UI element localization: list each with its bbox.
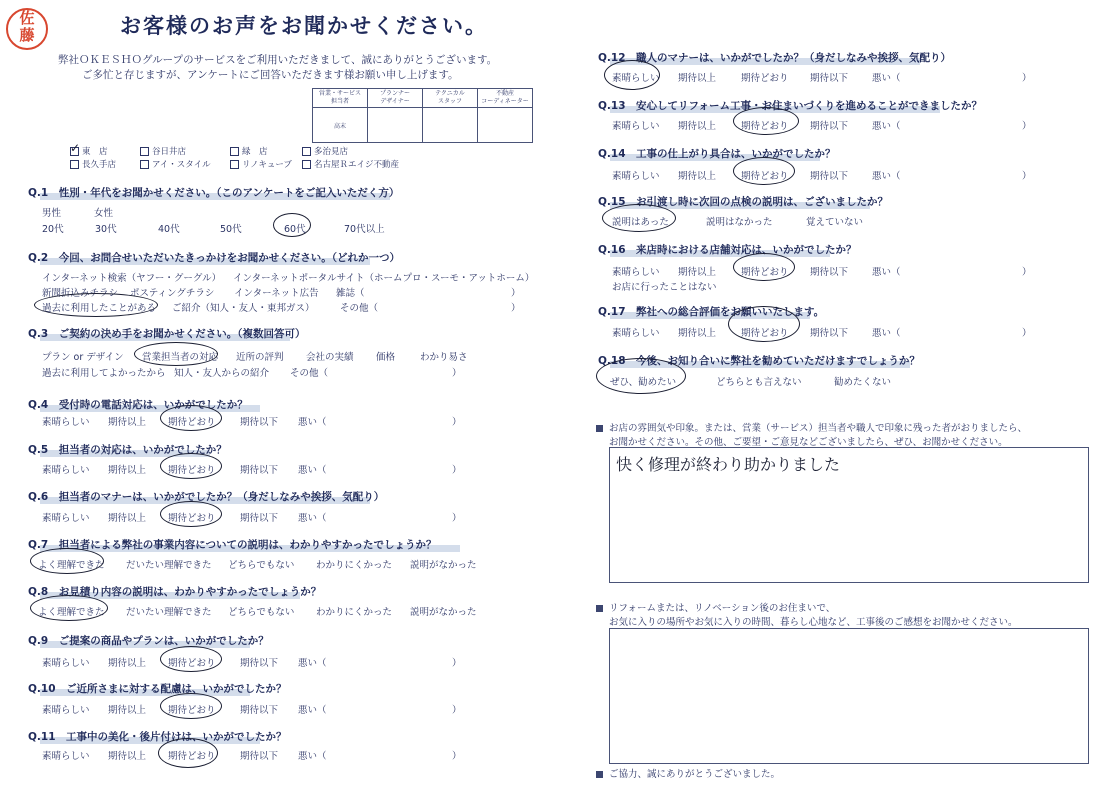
bracket-close: ） xyxy=(452,465,462,476)
staff-header: プランナー デザイナー xyxy=(368,89,423,108)
q16-title: Q.16 来店時における店舗対応は、いかがでしたか？ xyxy=(598,244,857,256)
answer-circle xyxy=(160,405,222,431)
q7-opt-neutral[interactable]: どちらでもない xyxy=(228,560,295,571)
q13-opt-above[interactable]: 期待以上 xyxy=(678,121,717,132)
q16-opt-above[interactable]: 期待以上 xyxy=(678,267,717,278)
q14-opt-excellent[interactable]: 素晴らしい xyxy=(612,171,660,182)
store-tajimi[interactable]: 多治見店 xyxy=(302,145,348,157)
comment2-textarea[interactable] xyxy=(609,628,1089,764)
staff-entry-realestate[interactable] xyxy=(478,108,533,143)
q9-opt-bad[interactable]: 悪い（ xyxy=(298,658,327,669)
q8-opt-neutral[interactable]: どちらでもない xyxy=(228,607,295,618)
comment1-answer: 快く修理が終わり助かりました xyxy=(616,455,841,474)
q5-opt-bad[interactable]: 悪い（ xyxy=(298,465,327,476)
answer-circle xyxy=(30,595,108,621)
answer-circle xyxy=(30,548,104,574)
q2-opt-posting[interactable]: ポスティングチラシ xyxy=(130,288,215,299)
q7-opt-well[interactable]: よく理解できた xyxy=(38,560,105,571)
q3-opt-track-record[interactable]: 会社の実績 xyxy=(306,352,354,363)
q1-age-50s[interactable]: 50代 xyxy=(220,224,242,235)
q13-opt-expected[interactable]: 期待どおり xyxy=(741,121,789,132)
q10-opt-above[interactable]: 期待以上 xyxy=(108,705,147,716)
bracket-close: ） xyxy=(452,368,462,379)
q1-gender-male[interactable]: 男性 xyxy=(42,208,62,219)
q17-opt-excellent[interactable]: 素晴らしい xyxy=(612,328,660,339)
q10-opt-excellent[interactable]: 素晴らしい xyxy=(42,705,90,716)
q7-opt-unclear[interactable]: わかりにくかった xyxy=(316,560,393,571)
q1-age-20s[interactable]: 20代 xyxy=(42,224,64,235)
comment1-textarea[interactable] xyxy=(609,447,1089,583)
q8-opt-unclear[interactable]: わかりにくかった xyxy=(316,607,393,618)
q18-opt-neutral[interactable]: どちらとも言えない xyxy=(716,377,802,388)
store-midori[interactable]: 緑 店 xyxy=(230,145,268,157)
q11-opt-below[interactable]: 期待以下 xyxy=(240,751,279,762)
q3-opt-clarity[interactable]: わかり易さ xyxy=(420,352,468,363)
bracket-close: ） xyxy=(1022,171,1032,182)
comment1-prompt-line-2: お聞かせください。その他、ご要望・ご意見などございましたら、ぜひ、お聞かせください。 xyxy=(609,437,1008,448)
store-tanihi[interactable]: 谷日井店 xyxy=(140,145,186,157)
page-title: お客様のお声をお聞かせください。 xyxy=(120,14,488,38)
store-renocube[interactable]: リノキューブ xyxy=(230,158,292,170)
q16-opt-expected[interactable]: 期待どおり xyxy=(741,267,789,278)
answer-circle xyxy=(158,738,218,768)
q1-age-70plus[interactable]: 70代以上 xyxy=(344,224,385,235)
q12-opt-excellent[interactable]: 素晴らしい xyxy=(612,73,660,84)
q13-opt-below[interactable]: 期待以下 xyxy=(810,121,849,132)
staff-header: テクニカル スタッフ xyxy=(423,89,478,108)
stamp-seal: 佐 藤 xyxy=(6,8,48,50)
bracket-close: ） xyxy=(511,303,521,314)
answer-circle xyxy=(160,646,222,672)
staff-header: 営業・サービス 担当者 xyxy=(313,89,368,108)
bracket-close: ） xyxy=(1022,73,1032,84)
q2-opt-referral[interactable]: ご紹介（知人・友人・東邦ガス） xyxy=(172,303,315,314)
staff-entry-planner[interactable] xyxy=(368,108,423,143)
staff-entry-sales[interactable]: 高末 xyxy=(313,108,368,143)
q5-opt-above[interactable]: 期待以上 xyxy=(108,465,147,476)
q11-opt-above[interactable]: 期待以上 xyxy=(108,751,147,762)
q2-opt-flyer[interactable]: 新聞折込みチラシ xyxy=(42,288,119,299)
q3-opt-sales-staff[interactable]: 営業担当者の対応 xyxy=(142,352,219,363)
store-east[interactable]: 東 店 xyxy=(70,145,108,157)
q7-opt-none[interactable]: 説明がなかった xyxy=(410,560,477,571)
q2-title: Q.2 今回、お問合せいただいたきっかけをお聞かせください。（どれか一つ） xyxy=(28,252,400,264)
q13-opt-excellent[interactable]: 素晴らしい xyxy=(612,121,660,132)
q12-opt-expected[interactable]: 期待どおり xyxy=(741,73,789,84)
footer-thanks: ご協力、誠にありがとうございました。 xyxy=(596,766,780,780)
q6-title: Q.6 担当者のマナーは、いかがでしたか？（身だしなみや挨拶、気配り） xyxy=(28,491,385,503)
q13-opt-bad[interactable]: 悪い（ xyxy=(872,121,901,132)
q10-title: Q.10 ご近所さまに対する配慮は、いかがでしたか？ xyxy=(28,683,287,695)
answer-circle xyxy=(728,306,800,342)
bracket-close: ） xyxy=(1022,267,1032,278)
bracket-close: ） xyxy=(511,288,521,299)
q3-opt-price[interactable]: 価格 xyxy=(376,352,396,363)
bracket-close: ） xyxy=(1022,121,1032,132)
check-mark-icon: ✓ xyxy=(70,141,81,155)
q11-opt-expected[interactable]: 期待どおり xyxy=(168,751,216,762)
q1-gender-female[interactable]: 女性 xyxy=(94,208,114,219)
q14-opt-expected[interactable]: 期待どおり xyxy=(741,171,789,182)
q13-title: Q.13 安心してリフォーム工事・お住まいづくりを進めることができましたか？ xyxy=(598,100,983,112)
q18-title: Q.18 今後、お知り合いに弊社を勧めていただけますでしょうか？ xyxy=(598,355,920,367)
q4-opt-below[interactable]: 期待以下 xyxy=(240,417,279,428)
q4-opt-excellent[interactable]: 素晴らしい xyxy=(42,417,90,428)
store-nagoya-rage[interactable]: 名古屋Ｒエイジ不動産 xyxy=(302,158,399,170)
store-istyle[interactable]: アイ・スタイル xyxy=(140,158,211,170)
answer-circle xyxy=(273,213,311,237)
q4-opt-expected[interactable]: 期待どおり xyxy=(168,417,216,428)
bracket-close: ） xyxy=(452,705,462,716)
bracket-close: ） xyxy=(1022,328,1032,339)
q2-opt-portal[interactable]: インターネットポータルサイト（ホームプロ・スーモ・アットホーム） xyxy=(233,273,535,284)
q5-opt-excellent[interactable]: 素晴らしい xyxy=(42,465,90,476)
answer-circle xyxy=(604,60,660,90)
answer-circle xyxy=(596,358,686,394)
q14-opt-bad[interactable]: 悪い（ xyxy=(872,171,901,182)
q18-opt-recommend[interactable]: ぜひ、勧めたい xyxy=(610,377,677,388)
q2-opt-web-ad[interactable]: インターネット広告 xyxy=(234,288,319,299)
q3-opt-other[interactable]: その他（ xyxy=(290,368,329,379)
q6-opt-excellent[interactable]: 素晴らしい xyxy=(42,513,90,524)
q4-title: Q.4 受付時の電話対応は、いかがでしたか？ xyxy=(28,399,248,411)
store-nagakute[interactable]: 長久手店 xyxy=(70,158,116,170)
staff-entry-technical[interactable] xyxy=(423,108,478,143)
q11-opt-excellent[interactable]: 素晴らしい xyxy=(42,751,90,762)
q16-opt-excellent[interactable]: 素晴らしい xyxy=(612,267,660,278)
bracket-close: ） xyxy=(452,751,462,762)
q9-opt-below[interactable]: 期待以下 xyxy=(240,658,279,669)
q10-opt-expected[interactable]: 期待どおり xyxy=(168,705,216,716)
q16-opt-never-visited[interactable]: お店に行ったことはない xyxy=(612,282,717,293)
answer-circle xyxy=(34,293,158,317)
bullet-square-icon xyxy=(596,425,603,432)
q3-opt-referral[interactable]: 知人・友人からの紹介 xyxy=(174,368,270,379)
answer-circle xyxy=(160,453,222,479)
q2-opt-other[interactable]: その他（ xyxy=(340,303,379,314)
q4-opt-above[interactable]: 期待以上 xyxy=(108,417,147,428)
comment1-prompt-line-1: お店の雰囲気や印象。または、営業（サービス）担当者や職人で印象に残った者がおりましたら、 xyxy=(596,420,1027,434)
q6-opt-below[interactable]: 期待以下 xyxy=(240,513,279,524)
bullet-square-icon xyxy=(596,605,603,612)
q2-opt-magazine[interactable]: 雑誌（ xyxy=(336,288,365,299)
answer-circle xyxy=(733,107,799,135)
answer-circle xyxy=(160,501,222,527)
q8-opt-well[interactable]: よく理解できた xyxy=(38,607,105,618)
bullet-square-icon xyxy=(596,771,603,778)
comment2-prompt-line-1: リフォームまたは、リノベーション後のお住まいで、 xyxy=(596,600,835,614)
q15-opt-forgot[interactable]: 覚えていない xyxy=(806,217,864,228)
q4-opt-bad[interactable]: 悪い（ xyxy=(298,417,327,428)
q11-title: Q.11 工事中の美化・後片付けは、いかがでしたか？ xyxy=(28,731,287,743)
q1-age-60s[interactable]: 60代 xyxy=(284,224,306,235)
intro-line-1: 弊社ＯＫＥＳＨＯグループのサービスをご利用いただきまして、誠にありがとうございます。 xyxy=(58,54,498,66)
staff-table xyxy=(312,88,533,143)
q8-opt-none[interactable]: 説明がなかった xyxy=(410,607,477,618)
q8-title: Q.8 お見積り内容の説明は、わかりやすかったでしょうか？ xyxy=(28,586,322,598)
q3-opt-past-good[interactable]: 過去に利用してよかったから xyxy=(42,368,166,379)
q8-opt-mostly[interactable]: だいたい理解できた xyxy=(126,607,212,618)
q6-opt-above[interactable]: 期待以上 xyxy=(108,513,147,524)
q6-opt-expected[interactable]: 期待どおり xyxy=(168,513,216,524)
q12-opt-bad[interactable]: 悪い（ xyxy=(872,73,901,84)
q15-title: Q.15 お引渡し時に次回の点検の説明は、ございましたか？ xyxy=(598,196,889,208)
q9-opt-expected[interactable]: 期待どおり xyxy=(168,658,216,669)
q17-opt-expected[interactable]: 期待どおり xyxy=(741,328,789,339)
q1-title: Q.1 性別・年代をお聞かせください。（このアンケートをご記入いただく方） xyxy=(28,187,400,199)
q3-title: Q.3 ご契約の決め手をお聞かせください。（複数回答可） xyxy=(28,328,306,340)
q16-opt-below[interactable]: 期待以下 xyxy=(810,267,849,278)
q12-opt-above[interactable]: 期待以上 xyxy=(678,73,717,84)
q14-opt-below[interactable]: 期待以下 xyxy=(810,171,849,182)
q7-title: Q.7 担当者による弊社の事業内容についての説明は、わかりやすかったでしょうか？ xyxy=(28,539,437,551)
q6-opt-bad[interactable]: 悪い（ xyxy=(298,513,327,524)
q12-opt-below[interactable]: 期待以下 xyxy=(810,73,849,84)
answer-circle xyxy=(733,157,795,185)
q17-opt-above[interactable]: 期待以上 xyxy=(678,328,717,339)
q11-opt-bad[interactable]: 悪い（ xyxy=(298,751,327,762)
q9-opt-above[interactable]: 期待以上 xyxy=(108,658,147,669)
comment2-prompt-line-2: お気に入りの場所やお気に入りの時間、暮らし心地など、工事後のご感想をお聞かせください。 xyxy=(609,617,1018,628)
intro-line-2: ご多忙と存じますが、アンケートにご回答いただきます様お願い申し上げます。 xyxy=(82,69,459,81)
q1-age-30s[interactable]: 30代 xyxy=(95,224,117,235)
answer-circle xyxy=(602,204,676,232)
answer-circle xyxy=(733,253,795,281)
staff-header: 不動産 コーディネーター xyxy=(478,89,533,108)
q1-age-40s[interactable]: 40代 xyxy=(158,224,180,235)
q12-title: Q.12 職人のマナーは、いかがでしたか？（身だしなみや挨拶、気配り） xyxy=(598,52,952,64)
answer-circle xyxy=(160,693,222,719)
q9-title: Q.9 ご提案の商品やプランは、いかがでしたか？ xyxy=(28,635,269,647)
bracket-close: ） xyxy=(452,417,462,428)
q18-opt-not-recommend[interactable]: 勧めたくない xyxy=(834,377,892,388)
q3-opt-plan[interactable]: プラン or デザイン xyxy=(42,352,124,363)
q17-opt-bad[interactable]: 悪い（ xyxy=(872,328,901,339)
q9-opt-excellent[interactable]: 素晴らしい xyxy=(42,658,90,669)
bracket-close: ） xyxy=(452,658,462,669)
q2-opt-past-use[interactable]: 過去に利用したことがある xyxy=(42,303,157,314)
answer-circle xyxy=(134,342,218,366)
q10-opt-bad[interactable]: 悪い（ xyxy=(298,705,327,716)
q2-opt-search[interactable]: インターネット検索（ヤフー・グーグル） xyxy=(42,273,222,284)
q14-title: Q.14 工事の仕上がり具合は、いかがでしたか？ xyxy=(598,148,836,160)
q5-opt-below[interactable]: 期待以下 xyxy=(240,465,279,476)
q17-opt-below[interactable]: 期待以下 xyxy=(810,328,849,339)
q16-opt-bad[interactable]: 悪い（ xyxy=(872,267,901,278)
q5-opt-expected[interactable]: 期待どおり xyxy=(168,465,216,476)
q10-opt-below[interactable]: 期待以下 xyxy=(240,705,279,716)
q7-opt-mostly[interactable]: だいたい理解できた xyxy=(126,560,212,571)
q5-title: Q.5 担当者の対応は、いかがでしたか？ xyxy=(28,444,227,456)
q15-opt-yes[interactable]: 説明はあった xyxy=(612,217,669,228)
bracket-close: ） xyxy=(452,513,462,524)
q15-opt-no[interactable]: 説明はなかった xyxy=(706,217,773,228)
q3-opt-reputation[interactable]: 近所の評判 xyxy=(236,352,284,363)
q17-title: Q.17 弊社への総合評価をお願いいたします。 xyxy=(598,306,825,318)
q14-opt-above[interactable]: 期待以上 xyxy=(678,171,717,182)
